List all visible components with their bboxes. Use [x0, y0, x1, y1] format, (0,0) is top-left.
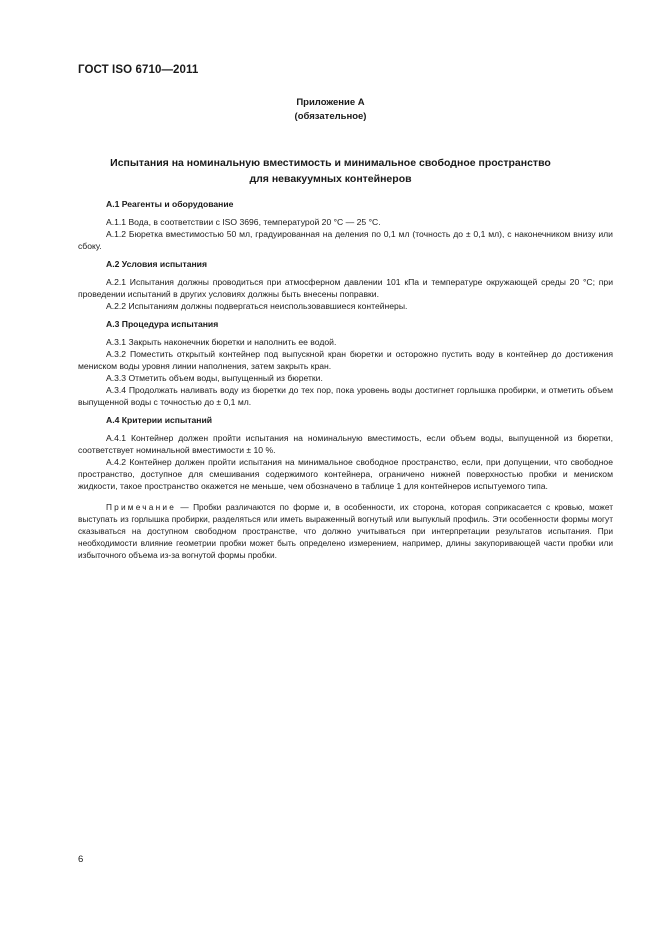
paragraph: А.3.2 Поместить открытый контейнер под выпускной кран бюретки и осторожно пустить воду в контейнер до достижения мениском воды уровня линии наполнения, затем закрыть кран. — [78, 349, 613, 371]
note — [78, 501, 613, 561]
section-heading: А.1 Реагенты и оборудование — [106, 199, 234, 209]
paragraph: А.2.1 Испытания должны проводиться при атмосферном давлении 101 кПа и температуре окружающей среды 20 °С; при проведении испытаний в других условиях должны быть внесены поправки. — [78, 277, 613, 299]
annex-label: Приложение А — [296, 97, 365, 108]
annex-heading — [0, 96, 661, 124]
note-text: — Пробки различаются по форме и, в особенности, их сторона, которая соприкасается с кровью, может выступать из горлышка пробирки, разделяться или иметь выраженный вогнутый или выпуклый профиль. Эти особенности формы могут сказываться на доступном свободном пространстве, что должно учитываться при интерпретации результатов испытания. При необходимости влияние геометрии пробки может быть определено измерением, например, длины закупоривающей части пробки или избыточного объема из-за вогнутой формы пробки. — [78, 502, 613, 560]
section-heading: А.2 Условия испытания — [106, 259, 207, 269]
paragraph: А.1.2 Бюретка вместимостью 50 мл, градуированная на деления по 0,1 мл (точность до ± 0,1 мл), с наконечником внизу или сбоку. — [78, 229, 613, 251]
section-heading: А.4 Критерии испытаний — [106, 415, 213, 425]
paragraph: А.2.2 Испытаниям должны подвергаться неиспользовавшиеся контейнеры. — [106, 301, 408, 311]
paragraph: А.3.1 Закрыть наконечник бюретки и наполнить ее водой. — [106, 337, 337, 347]
annex-body — [78, 198, 613, 561]
section-a3 — [78, 318, 613, 408]
section-heading: А.3 Процедура испытания — [106, 319, 219, 329]
document-code: ГОСТ ISO 6710—2011 — [78, 64, 199, 76]
paragraph: А.4.1 Контейнер должен пройти испытания на номинальную вместимость, если объем воды, выпущенной из бюретки, соответствует номинальной вместимости ± 10 %. — [78, 433, 613, 455]
page-title — [0, 155, 661, 187]
section-a4 — [78, 414, 613, 492]
title-line-2: для невакуумных контейнеров — [249, 173, 412, 185]
section-a2 — [78, 258, 613, 312]
section-a1 — [78, 198, 613, 252]
page-number: 6 — [78, 854, 84, 865]
paragraph: А.3.3 Отметить объем воды, выпущенный из бюретки. — [106, 373, 323, 383]
paragraph: А.1.1 Вода, в соответствии с ISO 3696, температурой 20 °С — 25 °С. — [106, 217, 381, 227]
paragraph: А.4.2 Контейнер должен пройти испытания на минимальное свободное пространство, если, при допущении, что свободное пространство, доступное для смешивания содержимого контейнера, ограничено нижней поверхностью пробки и мениском жидкости, такое пространство окажется не меньше, чем обозначено в таблице 1 для контейнеров испытуемого типа. — [78, 457, 613, 491]
paragraph: А.3.4 Продолжать наливать воду из бюретки до тех пор, пока уровень воды достигнет горлышка пробирки, и отметить объем выпущенной воды с точностью до ± 0,1 мл. — [78, 385, 613, 407]
note-prefix: Примечание — [106, 502, 177, 512]
title-line-1: Испытания на номинальную вместимость и минимальное свободное пространство — [110, 157, 551, 169]
annex-status: (обязательное) — [294, 111, 367, 122]
